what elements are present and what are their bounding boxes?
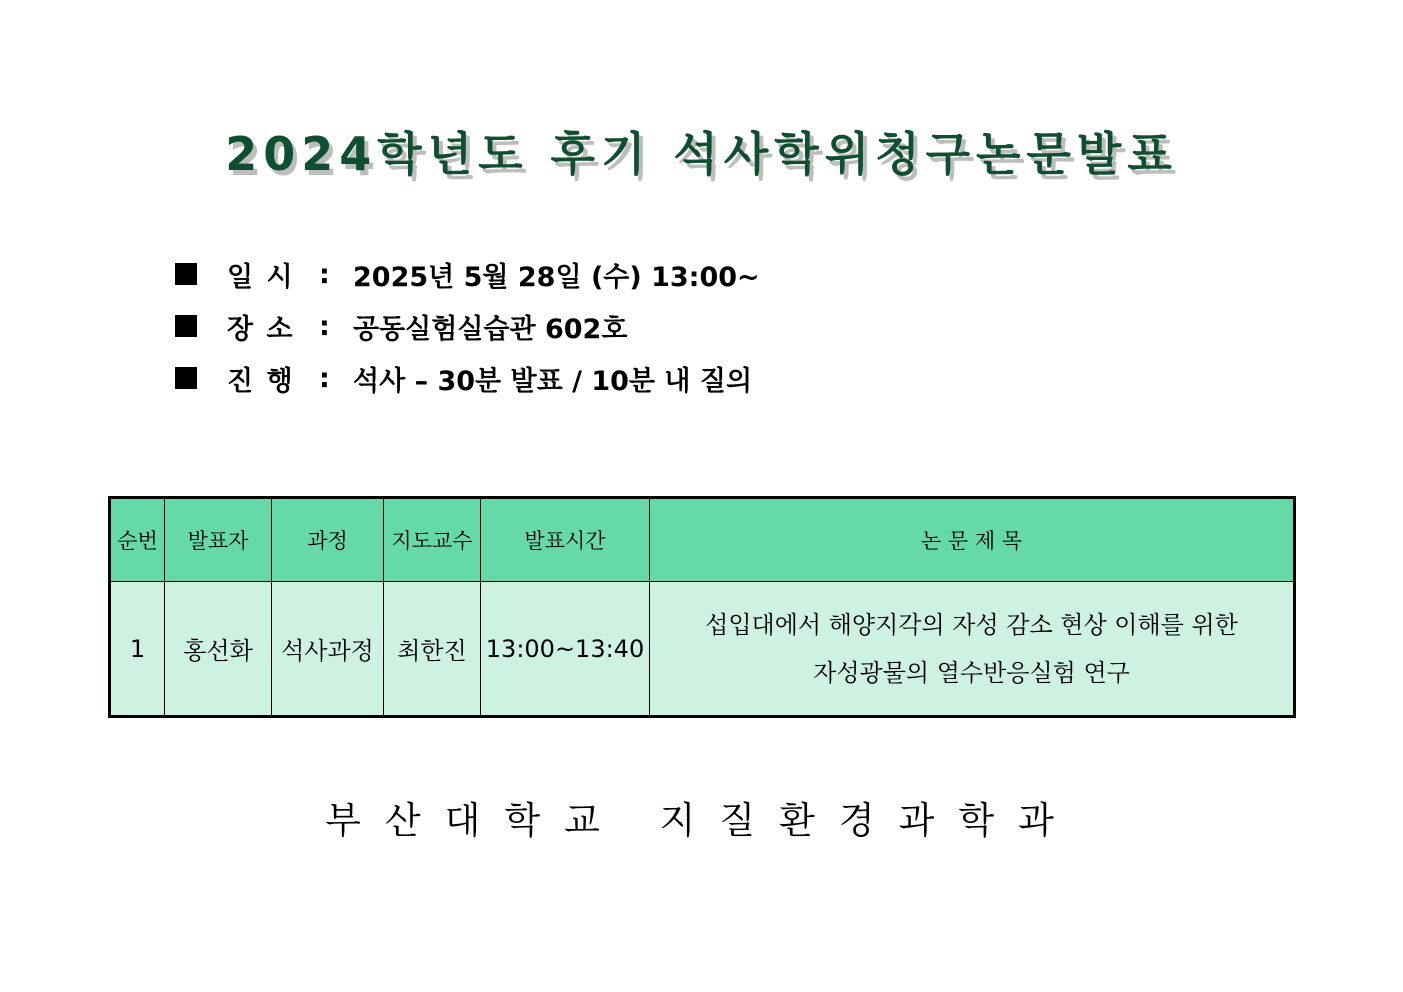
info-colon: : xyxy=(319,362,330,394)
cell-advisor: 최한진 xyxy=(384,582,481,717)
info-value-procedure: 석사 – 30분 발표 / 10분 내 질의 xyxy=(353,365,753,397)
cell-presenter: 홍선화 xyxy=(165,582,272,717)
square-bullet-icon xyxy=(175,263,197,285)
thesis-title-line-2: 자성광물의 열수반응실험 연구 xyxy=(813,658,1130,687)
cell-no: 1 xyxy=(110,582,165,717)
event-info-list xyxy=(175,248,760,404)
info-value-date: 2025년 5월 28일 (수) 13:00~ xyxy=(353,261,760,293)
info-colon: : xyxy=(319,310,330,342)
info-value-place: 공동실험실습관 602호 xyxy=(353,313,628,345)
header-thesis-title: 논 문 제 목 xyxy=(650,498,1295,582)
table-header-row xyxy=(110,498,1295,582)
presentation-schedule-table xyxy=(108,496,1296,718)
info-row-date xyxy=(175,248,760,300)
info-colon: : xyxy=(319,258,330,290)
info-label-procedure: 진 행 xyxy=(227,365,295,397)
cell-thesis-title xyxy=(650,582,1295,717)
info-label-date: 일 시 xyxy=(227,261,295,293)
cell-time: 13:00~13:40 xyxy=(481,582,650,717)
thesis-title-line-1: 섭입대에서 해양지각의 자성 감소 현상 이해를 위한 xyxy=(705,610,1238,639)
info-label-place: 장 소 xyxy=(227,313,295,345)
square-bullet-icon xyxy=(175,367,197,389)
page-title: 2024학년도 후기 석사학위청구논문발표 xyxy=(225,127,1178,181)
department-footer: 부산대학교 지질환경과학과 xyxy=(325,799,1078,842)
info-row-procedure xyxy=(175,352,760,404)
header-time: 발표시간 xyxy=(481,498,650,582)
header-no: 순번 xyxy=(110,498,165,582)
header-course: 과정 xyxy=(272,498,384,582)
header-advisor: 지도교수 xyxy=(384,498,481,582)
table-row xyxy=(110,582,1295,717)
header-presenter: 발표자 xyxy=(165,498,272,582)
square-bullet-icon xyxy=(175,315,197,337)
cell-course: 석사과정 xyxy=(272,582,384,717)
info-row-place xyxy=(175,300,760,352)
